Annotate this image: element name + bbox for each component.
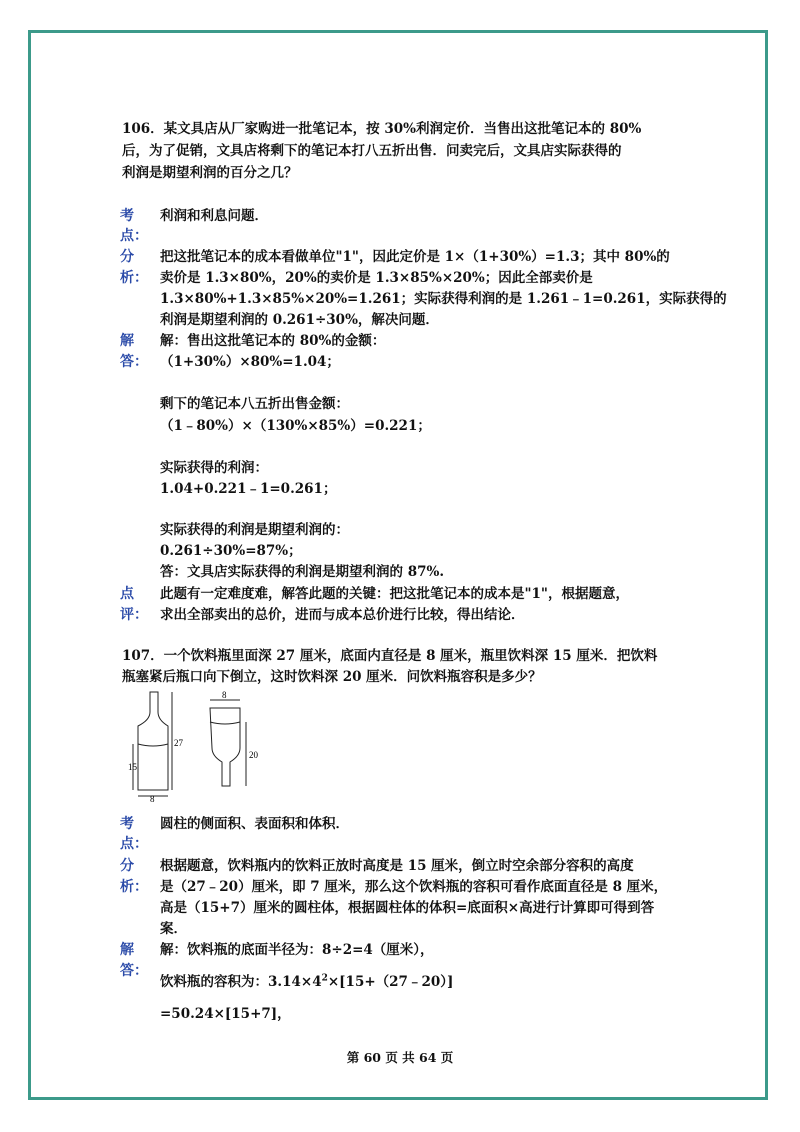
q107-fenxi-line-3: 高是（15+7）厘米的圆柱体，根据圆柱体的体积=底面积×高进行计算即可得到答 [160,900,655,916]
q106-jieda-line-2: （1+30%）×80%=1.04； [160,354,340,370]
q106-fenxi-line-2: 卖价是 1.3×80%，20%的卖价是 1.3×85%×20%；因此全部卖价是 [160,270,593,286]
jieda-tag-2b: 答： [120,963,148,979]
kaodian-tag-2a: 考 [120,816,134,832]
q107-fenxi-line-1: 根据题意，饮料瓶内的饮料正放时高度是 15 厘米，倒立时空余部分容积的高度 [160,858,634,874]
kaodian-tag-1b: 点： [120,228,148,244]
q106-question-line-2: 后，为了促销，文具店将剩下的笔记本打八五折出售．问卖完后，文具店实际获得的 [122,143,622,159]
q107-fenxi-line-2: 是（27﹣20）厘米，即 7 厘米，那么这个饮料瓶的容积可看作底面直径是 8 厘米， [160,879,668,895]
q107-kaodian: 圆柱的侧面积、表面积和体积． [160,816,349,832]
q106-dianping-line-1: 此题有一定难度难，解答此题的关键：把这批笔记本的成本是"1"，根据题意， [160,586,629,602]
dianping-tag-a: 点 [120,586,134,602]
q106-fenxi-line-4: 利润是期望利润的 0.261÷30%，解决问题． [160,312,439,328]
q106-jieda-line-9: 答：文具店实际获得的利润是期望利润的 87%. [160,564,445,580]
q106-jieda-line-4: （1﹣80%）×（130%×85%）=0.221； [160,418,431,434]
q107-question-line-1: 107．一个饮料瓶里面深 27 厘米，底面内直径是 8 厘米，瓶里饮料深 15 厘米．把饮料 [122,648,658,664]
label-27: 27 [174,738,183,748]
q106-question-line-3: 利润是期望利润的百分之几？ [122,165,298,181]
jieda-tag-2a: 解 [120,942,134,958]
q106-kaodian: 利润和利息问题． [160,208,268,224]
label-8-right: 8 [222,690,227,700]
q106-fenxi-line-3: 1.3×80%+1.3×85%×20%=1.261；实际获得利润的是 1.261﹣1=0.261，实际获得的 [160,291,727,307]
label-15: 15 [128,762,137,772]
dianping-tag-b: 评： [120,607,148,623]
fenxi-tag-1b: 析： [120,270,148,286]
volume-formula-a: 饮料瓶的容积为：3.14×4 [160,974,322,990]
q106-jieda-line-1: 解：售出这批笔记本的 80%的金额： [160,333,386,349]
fenxi-tag-1a: 分 [120,249,134,265]
q107-fenxi-line-4: 案． [160,921,187,937]
label-20: 20 [249,750,258,760]
q106-question-line-1: 106．某文具店从厂家购进一批笔记本，按 30%利润定价．当售出这批笔记本的 80% [122,121,642,137]
q107-jieda-line-1: 解：饮料瓶的底面半径为：8÷2=4（厘米）， [160,942,434,958]
kaodian-tag-1a: 考 [120,208,134,224]
label-8-left: 8 [150,794,155,802]
exponent: 2 [321,973,328,984]
q106-jieda-line-5: 实际获得的利润： [160,460,268,476]
q107-question-line-2: 瓶塞紧后瓶口向下倒立，这时饮料深 20 厘米．问饮料瓶容积是多少？ [122,669,542,685]
q106-jieda-line-8: 0.261÷30%=87%； [160,543,302,559]
q106-jieda-line-6: 1.04+0.221﹣1=0.261； [160,481,337,497]
fenxi-tag-2a: 分 [120,858,134,874]
fenxi-tag-2b: 析： [120,879,148,895]
q106-dianping-line-2: 求出全部卖出的总价，进而与成本总价进行比较，得出结论． [160,607,525,623]
jieda-tag-1a: 解 [120,333,134,349]
q107-jieda-line-3: =50.24×[15+7]， [160,1006,291,1022]
bottle-figure [128,690,268,802]
q107-jieda-line-2 [160,972,690,992]
q106-jieda-line-3: 剩下的笔记本八五折出售金额： [160,396,349,412]
q106-jieda-line-7: 实际获得的利润是期望利润的： [160,522,349,538]
jieda-tag-1b: 答： [120,354,148,370]
volume-formula-b: ×[15+（27﹣20）] [327,974,454,990]
kaodian-tag-2b: 点： [120,836,148,852]
page-footer: 第 60 页 共 64 页 [346,1050,454,1065]
q106-fenxi-line-1: 把这批笔记本的成本看做单位"1"，因此定价是 1×（1+30%）=1.3；其中 80%的 [160,249,670,265]
